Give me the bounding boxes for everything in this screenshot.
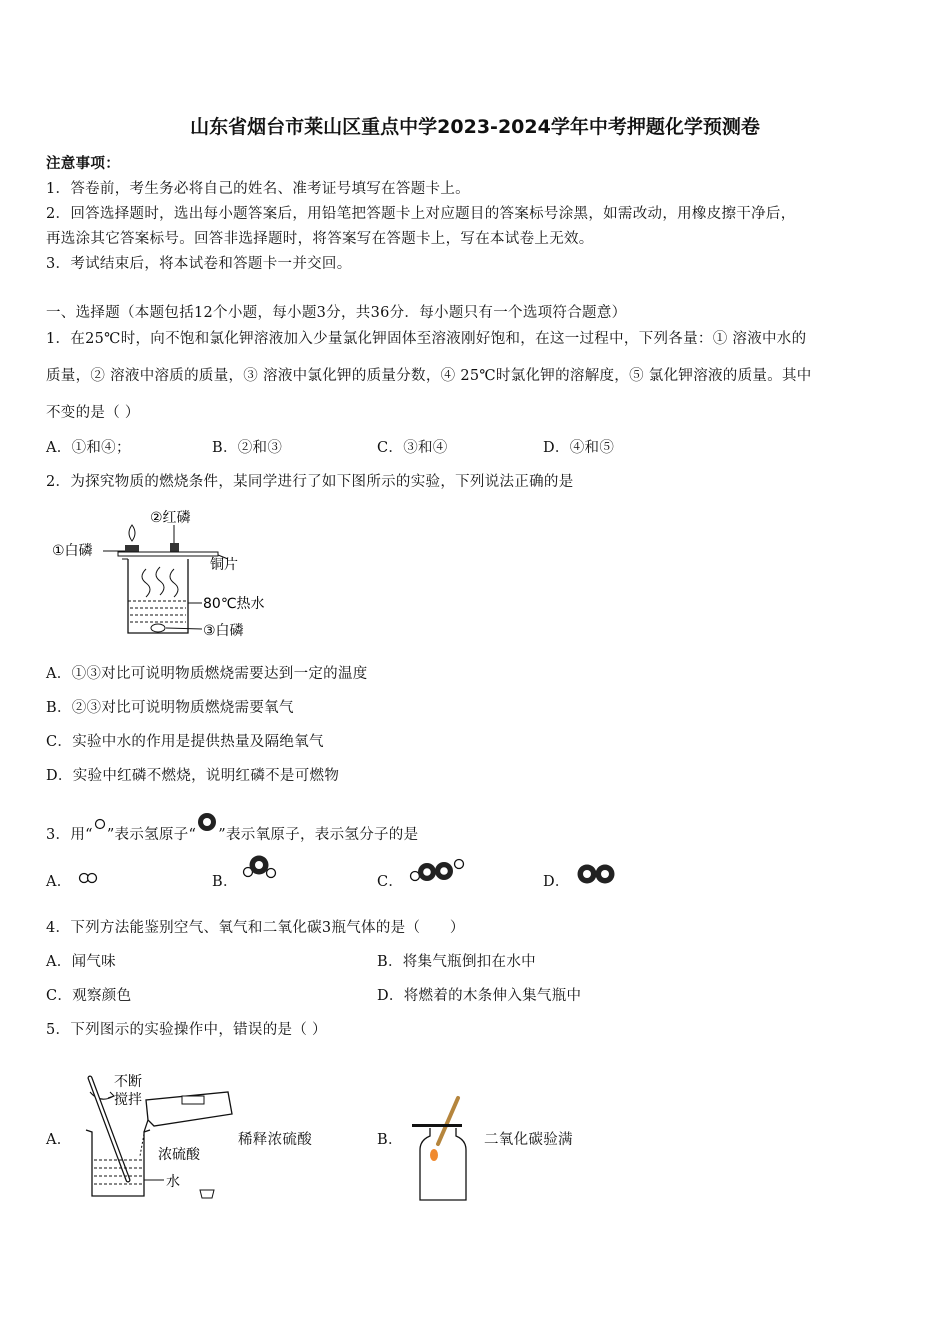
oxygen-atom-icon [196,811,218,833]
label-copper: 铜片 [210,557,238,573]
label-white-phosphorus-1: ①白磷 [52,543,93,559]
q4-stem: 4．下列方法能鉴别空气、氧气和二氧化碳3瓶气体的是（ ） [46,920,465,936]
submerged-phosphorus [151,624,165,632]
beaker [86,1130,150,1196]
q3-stem-part-3: ”表示氧原子，表示氢分子的是 [218,827,419,843]
glass-plate [412,1124,462,1127]
q3-option-d: D． [543,874,570,890]
q1-line-1: 1．在25℃时，向不饱和氯化钾溶液加入少量氯化钾固体至溶液刚好饱和，在这一过程中，下列各量：① 溶液中水的 [46,331,807,347]
q2-stem: 2．为探究物质的燃烧条件，某同学进行了如下图所示的实验，下列说法正确的是 [46,474,574,490]
fig-b-caption: 二氧化碳验满 [484,1132,573,1148]
q4-option-b: B．将集气瓶倒扣在水中 [377,954,536,970]
q5-option-a: A． [46,1132,72,1148]
wooden-stick [438,1098,458,1144]
q3-option-c: C． [377,874,404,890]
q3-stem-part-1: 3．用“ [46,827,93,843]
notice-item-2: 2．回答选择题时，选出每小题答案后，用铅笔把答题卡上对应题目的答案标号涂黑，如需改动，用橡皮擦干净后， [46,206,796,222]
label-hot-water: 80℃热水 [203,596,265,612]
molecule-b-icon [240,853,280,883]
flame-icon [129,525,135,541]
q5-stem: 5．下列图示的实验操作中，错误的是（ ） [46,1022,327,1038]
label-water: 水 [166,1174,180,1190]
label-concentrated-acid: 浓硫酸 [158,1147,200,1163]
fig-a-caption: 稀释浓硫酸 [238,1132,312,1148]
page-title: 山东省烟台市莱山区重点中学2023-2024学年中考押题化学预测卷 [190,116,760,138]
q1-option-c: C．③和④ [377,440,448,456]
label-red-phosphorus: ②红磷 [150,510,191,526]
q1-option-b: B．②和③ [212,440,283,456]
q4-option-a: A．闻气味 [46,954,116,970]
q3-stem-part-2: ”表示氢原子“ [106,827,197,843]
section-heading: 一、选择题（本题包括12个小题，每小题3分，共36分．每小题只有一个选项符合题意） [46,305,627,321]
q3-stem [46,811,418,844]
q2-option-c: C．实验中水的作用是提供热量及隔绝氧气 [46,734,324,750]
gas-jar [420,1128,466,1200]
bottle-cap [200,1190,214,1198]
q4-option-d: D．将燃着的木条伸入集气瓶中 [377,988,582,1004]
label-stir-2: 搅拌 [114,1092,142,1108]
q4-option-c: C．观察颜色 [46,988,132,1004]
q5-option-b: B． [377,1132,403,1148]
hydrogen-atom-icon [93,817,107,831]
q1-line-3: 不变的是（ ） [46,405,140,421]
q1-option-d: D．④和⑤ [543,440,615,456]
q2-option-d: D．实验中红磷不燃烧，说明红磷不是可燃物 [46,768,340,784]
q3-option-b: B． [212,874,238,890]
label-white-phosphorus-3: ③白磷 [203,623,244,639]
molecule-a-icon [76,871,102,885]
q2-option-b: B．②③对比可说明物质燃烧需要氧气 [46,700,294,716]
q2-option-a: A．①③对比可说明物质燃烧需要达到一定的温度 [46,666,368,682]
notice-heading: 注意事项： [46,155,120,172]
label-stir-1: 不断 [114,1074,142,1090]
q1-option-a: A．①和④； [46,440,131,456]
dilute-sulfuric-acid-figure [78,1068,238,1204]
notice-item-1: 1．答卷前，考生务必将自己的姓名、准考证号填写在答题卡上。 [46,181,470,197]
q2-combustion-figure [50,505,290,640]
q1-line-2: 质量，② 溶液中溶质的质量，③ 溶液中氯化钾的质量分数，④ 25℃时氯化钾的溶解度，⑤ 氯化钾溶液的质量。其中 [46,368,812,384]
notice-item-3: 3．考试结束后，将本试卷和答题卡一并交回。 [46,256,352,272]
copper-sheet [118,552,218,556]
molecule-d-icon [575,862,619,886]
co2-test-figure [408,1094,480,1206]
notice-item-2-cont: 再选涂其它答案标号。回答非选择题时，将答案写在答题卡上，写在本试卷上无效。 [46,231,594,247]
molecule-c-icon [408,856,468,884]
q3-option-a: A． [46,874,72,890]
flame-icon [430,1149,438,1161]
